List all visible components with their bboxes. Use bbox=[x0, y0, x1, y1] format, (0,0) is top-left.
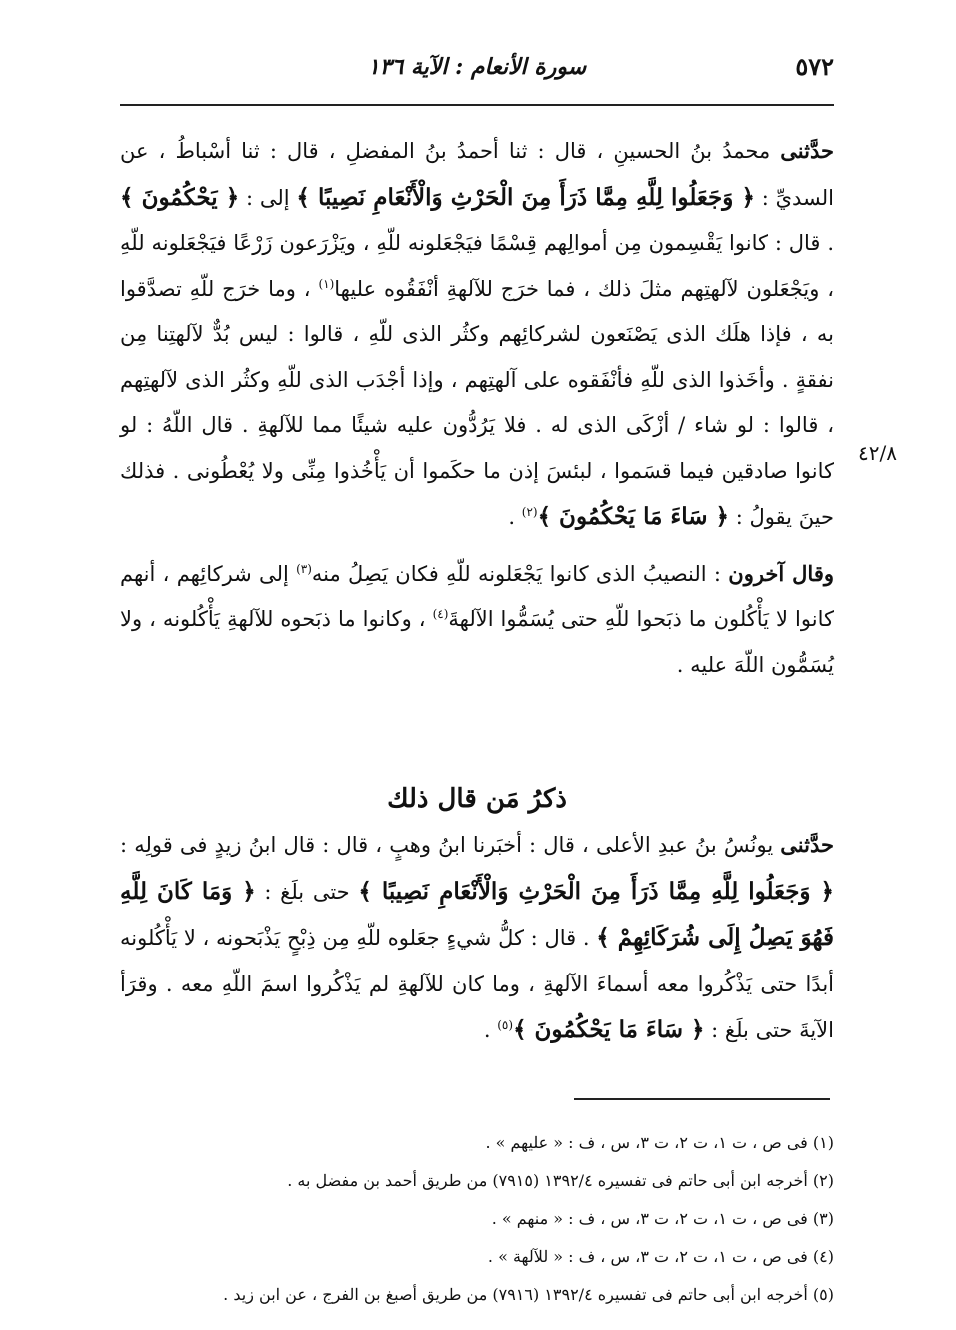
speaker-label: حدَّثنى bbox=[780, 138, 834, 163]
paragraph-text: : النصيبُ الذى كانوا يَجْعَلونه للّهِ فكان يَصِلُ منه bbox=[311, 561, 729, 586]
footnote-marker: (١) bbox=[318, 276, 335, 291]
paragraph-text: محمدُ بنُ الحسينِ ، قال : ثنا أحمدُ بنُ المفضلِ ، قال : ثنا أسْباطُ ، عن السديِّ : bbox=[120, 139, 834, 210]
paragraph-three bbox=[120, 822, 834, 1054]
footnote-marker: (٤) bbox=[432, 607, 449, 621]
paragraph-text: ، وكانوا ما ذبَحوه للآلهةِ يَأْكُلونه ، ولا يُسَمُّون اللّهَ عليه . bbox=[120, 607, 834, 677]
footnote: (٤) فى ص ، ت ١، ت ٢، ت ٣، س ، ف : « للآلهة » . bbox=[487, 1247, 834, 1266]
paragraph-text: إلى : bbox=[239, 185, 297, 210]
page-number: ٥٧٢ bbox=[795, 52, 834, 81]
margin-reference: ٤٢/٨ bbox=[858, 441, 897, 465]
paragraph-text: . قال : كلُّ شيءٍ جعَلوه للّهِ مِن ذِبْحٍ يَذْبَحونه ، لا يَأْكُلونه أبدًا حتى يَذْكُروا معه أسماءَ الآلهةِ ، وما كان للآلهةِ لم يَذْكُروا اسمَ اللّهِ معه . وقرَأ الآيةَ حتى بلَغ : bbox=[120, 926, 834, 1042]
footnote-marker: (٣) bbox=[296, 561, 312, 576]
quran-verse: ﴿ سَاءَ مَا يَحْكُمُونَ ﴾ bbox=[513, 1016, 705, 1043]
footnote-marker: (٥) bbox=[497, 1018, 514, 1032]
page-header bbox=[120, 42, 834, 106]
footnote: (٣) فى ص ، ت ١، ت ٢، ت ٣، س ، ف : « منهم » . bbox=[491, 1209, 834, 1228]
paragraph-text: . bbox=[483, 1018, 498, 1042]
quran-verse: ﴿ وَجَعَلُوا لِلَّهِ مِمَّا ذَرَأَ مِنَ الْحَرْثِ وَالْأَنْعَامِ نَصِيبًا ﴾ bbox=[296, 183, 755, 211]
footnote-rule bbox=[574, 1098, 830, 1100]
speaker-label: حدَّثنى bbox=[780, 832, 834, 857]
quran-verse: ﴿ يَحْكُمُونَ ﴾ bbox=[120, 183, 240, 211]
paragraph-two bbox=[120, 551, 834, 689]
footnote: (٢) أخرجه ابن أبى حاتم فى تفسيره ١٣٩٢/٤ (٧٩١٥) من طريق أحمد بن مفضل به . bbox=[287, 1171, 834, 1190]
footnote: (١) فى ص ، ت ١، ت ٢، ت ٣، س ، ف : « عليهم » . bbox=[485, 1133, 834, 1152]
footnote: (٥) أخرجه ابن أبى حاتم فى تفسيره ١٣٩٢/٤ (٧٩١٦) من طريق أصبغ بن الفرج ، عن ابن زيد . bbox=[223, 1285, 834, 1304]
quran-verse: ﴿ سَاءَ مَا يَحْكُمُونَ ﴾ bbox=[537, 503, 730, 530]
paragraph-text: إلى شركائِهم ، أنهم كانوا لا يَأْكُلون ما ذبَحوا للّهِ حتى يُسَمُّوا الآلهةَ bbox=[120, 561, 834, 631]
running-head: سورة الأنعام : الآية ١٣٦ bbox=[367, 54, 587, 80]
paragraph-text: . قال : كانوا يَقْسِمون مِن أموالِهم قِسْمًا فيَجْعَلونه للّهِ ، ويَزْرَعون زَرْعًا فيَجْعَلونه للّهِ ، ويَجْعَلون لآلهتِهم مثلَ ذلك ، فما خرَج للآلهةِ أنْفَقُوه عليها bbox=[120, 231, 834, 301]
section-heading: ذكرُ مَن قال ذلك bbox=[387, 783, 567, 814]
quran-verse: ﴿ وَجَعَلُوا لِلَّهِ مِمَّا ذَرَأَ مِنَ الْحَرْثِ وَالْأَنْعَامِ نَصِيبًا ﴾ bbox=[358, 877, 835, 905]
paragraph-text: يونُسُ بنُ عبدِ الأعلى ، قال : أخبَرنا ابنُ وهبٍ ، قال : قال ابنُ زيدٍ فى قولِه : bbox=[120, 833, 781, 857]
paragraph-text: حتى بلَغ : bbox=[255, 879, 359, 904]
quran-verse: ﴿ وَمَا كَانَ لِلَّهِ فَهُوَ يَصِلُ إِلَى شُرَكَائِهِمْ ﴾ bbox=[120, 877, 834, 951]
footnotes bbox=[120, 1124, 834, 1314]
paragraph-text: . bbox=[508, 505, 522, 529]
second-paragraph-section bbox=[120, 822, 834, 1054]
paragraph-text: ، وما خرَج للّهِ تصدَّقوا به ، فإذا هلَك الذى يَصْنَعون لشركائِهم وكثُر الذى للّهِ ، قالوا : ليس بُدٌّ لآلهتِنا مِن نفقةٍ . وأخَذوا الذى للّهِ فأنْفَقوه على آلهتِهم ، وإذا أجْدَب الذى للّهِ وكثُر الذى لآلهتِهم ، قالوا : لو شاء / أزْكَى الذى له . فلا يَرُدُّون عليه شيئًا مما للآلهةِ . قال اللّهُ : لو كانوا صادقين فيما قسَموا ، لبئسَ إذن ما حكَموا أن يَأْخُذوا مِنِّى ولا يُعْطُونى . فذلك حينَ يقولُ : bbox=[120, 276, 834, 529]
speaker-label: وقال آخرون bbox=[728, 560, 834, 586]
paragraph-one bbox=[120, 128, 834, 541]
main-text bbox=[120, 128, 834, 688]
footnote-marker: (٢) bbox=[521, 505, 538, 519]
